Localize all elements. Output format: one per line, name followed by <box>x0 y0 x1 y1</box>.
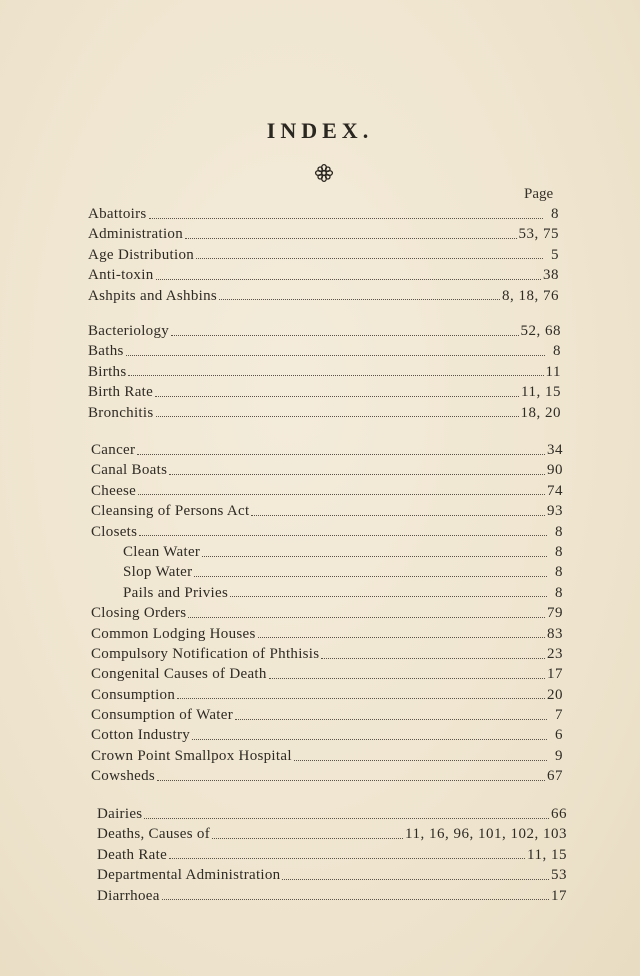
leader-dots <box>157 780 545 781</box>
leader-dots <box>282 879 549 880</box>
index-entry: Crown Point Smallpox Hospital 9 <box>91 747 563 764</box>
leader-dots <box>251 515 545 516</box>
floral-ornament-icon <box>314 163 334 183</box>
leader-dots <box>269 678 545 679</box>
index-entry: Death Rate 11, 15 <box>97 846 567 863</box>
index-section-a <box>88 204 559 306</box>
index-subentry: Slop Water 8 <box>123 564 563 581</box>
index-entry: Closing Orders 79 <box>91 605 563 622</box>
index-entry: Baths 8 <box>88 343 561 360</box>
leader-dots <box>128 375 543 376</box>
leader-dots <box>169 474 545 475</box>
leader-dots <box>321 658 545 659</box>
leader-dots <box>156 279 542 280</box>
index-entry: Age Distribution 5 <box>88 246 559 263</box>
index-entry: Births 11 <box>88 363 561 380</box>
index-entry: Dairies 66 <box>97 806 567 822</box>
leader-dots <box>137 454 545 455</box>
index-section-d <box>97 804 567 906</box>
index-entry: Cleansing of Persons Act 93 <box>91 503 563 520</box>
index-entry: Closets 8 <box>91 523 563 540</box>
index-section-b <box>88 321 561 423</box>
leader-dots <box>171 335 518 336</box>
index-entry: Consumption 20 <box>91 686 563 703</box>
index-entry: Administration 53, 75 <box>88 226 559 243</box>
leader-dots <box>212 838 403 839</box>
index-entry: Compulsory Notification of Phthisis 23 <box>91 645 563 662</box>
leader-dots <box>194 576 547 577</box>
index-entry: Deaths, Causes of 11, 16, 96, 101, 102, 103 <box>97 826 567 843</box>
leader-dots <box>230 596 547 597</box>
index-subentry: Clean Water 8 <box>123 543 563 560</box>
leader-dots <box>219 299 500 300</box>
leader-dots <box>149 218 543 219</box>
index-entry: Bronchitis 18, 20 <box>88 404 561 421</box>
leader-dots <box>188 617 545 618</box>
index-entry: Birth Rate 11, 15 <box>88 384 561 401</box>
page-title: INDEX. <box>266 118 374 143</box>
leader-dots <box>139 535 547 536</box>
leader-dots <box>138 494 545 495</box>
leader-dots <box>185 238 516 239</box>
leader-dots <box>162 899 549 900</box>
index-entry: Cowsheds 67 <box>91 768 563 785</box>
index-entry: Common Lodging Houses 83 <box>91 625 563 642</box>
index-entry: Diarrhoea 17 <box>97 887 567 904</box>
leader-dots <box>144 818 549 819</box>
index-entry: Canal Boats 90 <box>91 462 563 479</box>
index-entry: Cheese 74 <box>91 482 563 499</box>
index-entry: Congenital Causes of Death 17 <box>91 666 563 683</box>
leader-dots <box>155 396 519 397</box>
page-column-header: Page <box>524 186 554 202</box>
index-entry: Cotton Industry 6 <box>91 727 563 744</box>
leader-dots <box>169 858 525 859</box>
index-entry: Abattoirs 8 <box>88 206 559 222</box>
leader-dots <box>258 637 545 638</box>
index-subentry: Pails and Privies 8 <box>123 584 563 601</box>
leader-dots <box>294 760 547 761</box>
index-entry: Consumption of Water 7 <box>91 707 563 724</box>
index-entry: Cancer 34 <box>91 442 563 458</box>
leader-dots <box>156 416 519 417</box>
leader-dots <box>126 355 545 356</box>
leader-dots <box>202 556 547 557</box>
leader-dots <box>196 258 543 259</box>
index-entry: Ashpits and Ashbins 8, 18, 76 <box>88 287 559 304</box>
index-entry: Bacteriology 52, 68 <box>88 323 561 339</box>
leader-dots <box>192 739 547 740</box>
index-section-c <box>91 440 563 787</box>
leader-dots <box>235 719 547 720</box>
leader-dots <box>177 698 545 699</box>
index-entry: Departmental Administration 53 <box>97 867 567 884</box>
index-entry: Anti-toxin 38 <box>88 267 559 284</box>
